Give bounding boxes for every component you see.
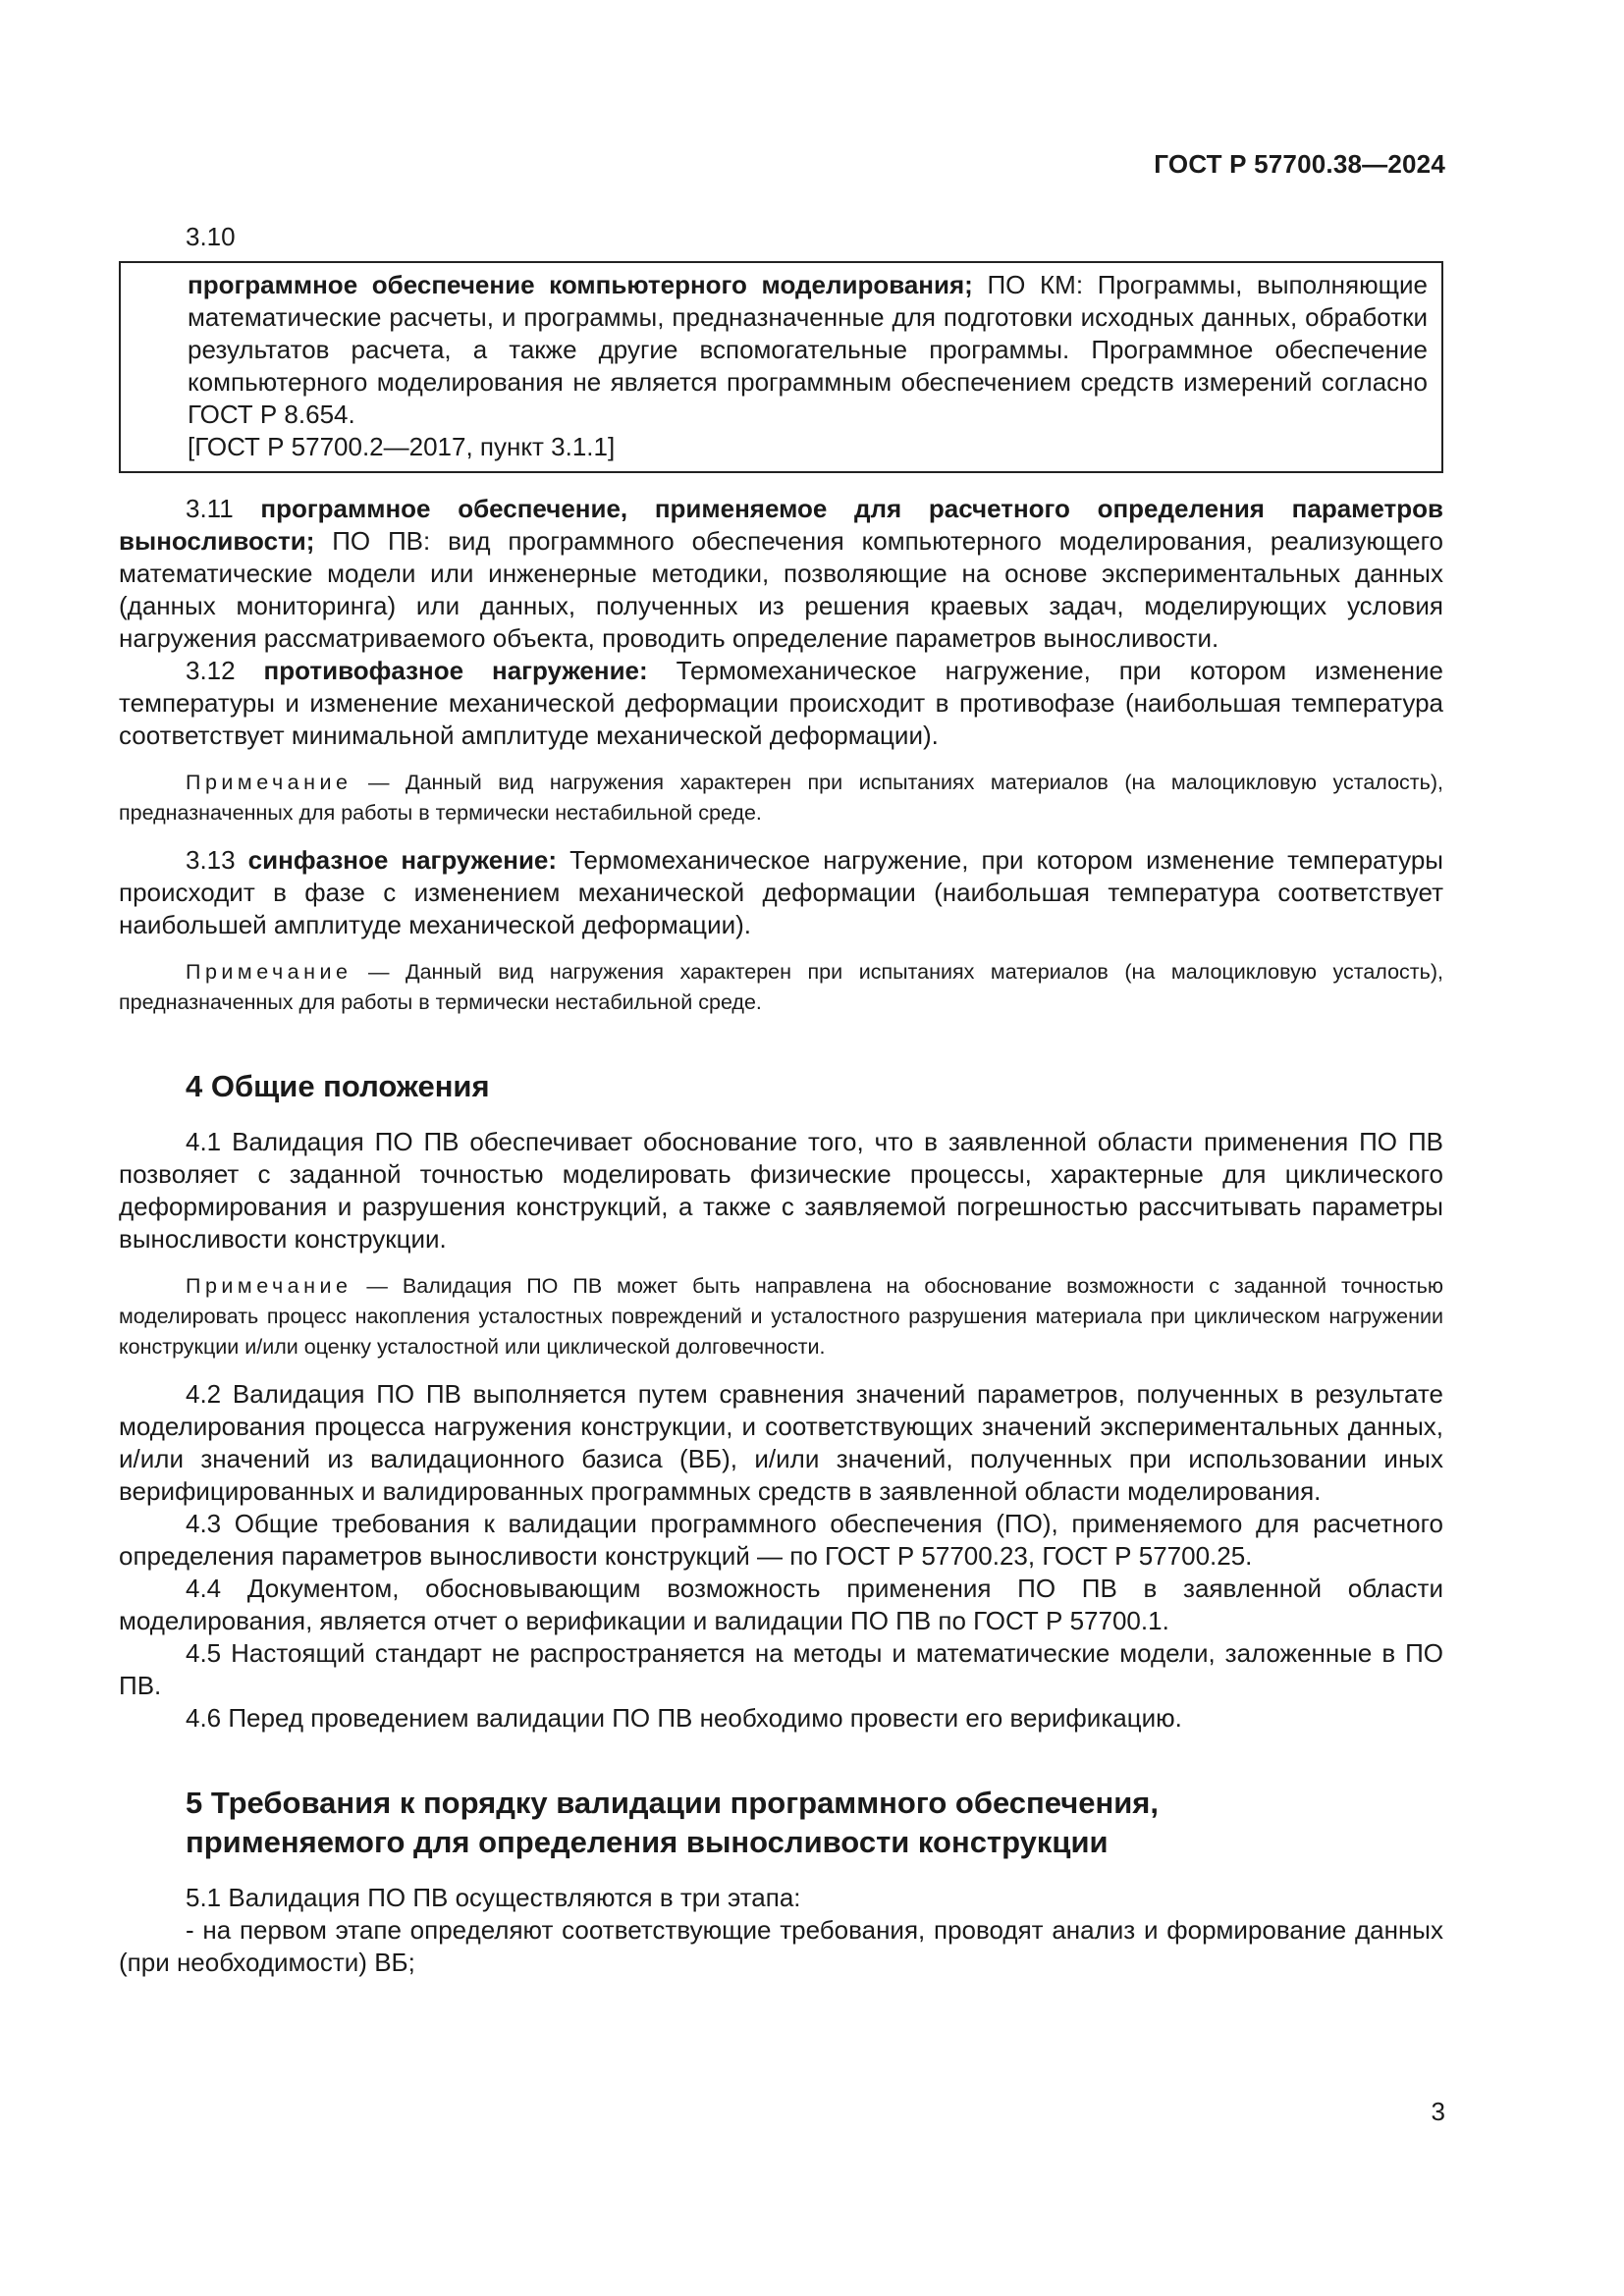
term-3-10-definition-box [119, 261, 1443, 473]
term-3-10-text [188, 269, 1428, 431]
term-3-13-number: 3.13 [186, 845, 248, 875]
term-3-12 [119, 655, 1443, 752]
section-5-heading-line-1: 5 Требования к порядку валидации программного обеспечения, [186, 1786, 1159, 1820]
section-4-note [119, 1271, 1443, 1362]
note-label: Примечание [186, 771, 352, 794]
paragraph-4-4: 4.4 Документом, обосновывающим возможность применения ПО ПВ в заявленной области моделирования, является отчет о верификации и валидации ПО ПВ по ГОСТ Р 57700.1. [119, 1574, 1443, 1635]
term-3-11-term: программное обеспечение, применяемое для расчетного определения параметров выносливости; [119, 494, 1443, 556]
page-content [119, 221, 1443, 1979]
note-label: Примечание [186, 960, 352, 984]
paragraph-4-3: 4.3 Общие требования к валидации программного обеспечения (ПО), применяемого для расчетного определения параметров выносливости конструкций — по ГОСТ Р 57700.23, ГОСТ Р 57700.25. [119, 1509, 1443, 1571]
section-4-heading: 4 Общие положения [186, 1069, 490, 1103]
paragraph-4-5: 4.5 Настоящий стандарт не распространяется на методы и математические модели, заложенные в ПО ПВ. [119, 1638, 1443, 1700]
note-text: — Валидация ПО ПВ может быть направлена на обоснование возможности с заданной точностью моделировать процесс накопления усталостных повреждений и усталостного разрушения материала при циклическом нагружении конструкции и/или оценку усталостной или циклической долговечности. [119, 1274, 1443, 1359]
document-code: ГОСТ Р 57700.38—2024 [1154, 149, 1445, 179]
paragraph-5-1: 5.1 Валидация ПО ПВ осуществляются в три этапа: [186, 1883, 801, 1912]
section-5-heading-line-2: применяемого для определения выносливости конструкции [186, 1825, 1109, 1859]
term-3-10-term: программное обеспечение компьютерного моделирования; [188, 270, 973, 299]
term-3-13-note [119, 957, 1443, 1018]
paragraph-4-2: 4.2 Валидация ПО ПВ выполняется путем сравнения значений параметров, полученных в результате моделирования процесса нагружения конструкции, и соответствующих значений экспериментальных данных, и/или значений из валидационного базиса (ВБ), и/или значений, полученных при использовании иных верифицированных и валидированных программных средств в заявленной области моделирования. [119, 1379, 1443, 1506]
term-3-11-number: 3.11 [186, 494, 261, 523]
section-5-heading [119, 1784, 1443, 1862]
term-3-13-definition: Термомеханическое нагружение, при котором изменение температуры происходит в фазе с изменением механической деформации (наибольшая температура соответствует наибольшей амплитуде механической деформации). [119, 845, 1443, 939]
paragraph-4-6: 4.6 Перед проведением валидации ПО ПВ необходимо провести его верификацию. [186, 1703, 1182, 1733]
term-3-12-term: противофазное нагружение: [263, 656, 648, 685]
term-3-13 [119, 844, 1443, 941]
term-3-11-definition: ПО ПВ: вид программного обеспечения компьютерного моделирования, реализующего математические модели или инженерные методики, позволяющие на основе экспериментальных данных (данных мониторинга) или данных, полученных из решения краевых задач, моделирующих условия нагружения рассматриваемого объекта, проводить определение параметров выносливости. [119, 526, 1443, 653]
term-3-11 [119, 493, 1443, 655]
page-number: 3 [1431, 2097, 1445, 2126]
term-3-10-number: 3.10 [186, 222, 236, 251]
term-3-12-number: 3.12 [186, 656, 264, 685]
term-3-10-source: [ГОСТ Р 57700.2—2017, пункт 3.1.1] [188, 432, 616, 461]
note-label: Примечание [186, 1274, 352, 1298]
paragraph-4-1: 4.1 Валидация ПО ПВ обеспечивает обоснование того, что в заявленной области применения ПО ПВ позволяет с заданной точностью моделировать физические процессы, характерные для циклического деформирования и разрушения конструкций, а также с заявляемой погрешностью рассчитывать параметры выносливости конструкции. [119, 1127, 1443, 1254]
list-item-stage-1: - на первом этапе определяют соответствующие требования, проводят анализ и формирование данных (при необходимости) ВБ; [119, 1915, 1443, 1977]
term-3-12-definition: Термомеханическое нагружение, при котором изменение температуры и изменение механической деформации происходит в противофазе (наибольшая температура соответствует минимальной амплитуде механической деформации). [119, 656, 1444, 750]
note-text: — Данный вид нагружения характерен при испытаниях материалов (на малоцикловую усталость), предназначенных для работы в термически нестабильной среде. [119, 771, 1443, 825]
note-text: — Данный вид нагружения характерен при испытаниях материалов (на малоцикловую усталость), предназначенных для работы в термически нестабильной среде. [119, 960, 1443, 1014]
term-3-13-term: синфазное нагружение: [247, 845, 558, 875]
term-3-10-definition: ПО КМ: Программы, выполняющие математические расчеты, и программы, предназначенные для подготовки исходных данных, обработки результатов расчета, а также другие вспомогательные программы. Программное обеспечение компьютерного моделирования не является программным обеспечением средств измерений согласно ГОСТ Р 8.654. [188, 270, 1428, 429]
term-3-12-note [119, 768, 1443, 828]
